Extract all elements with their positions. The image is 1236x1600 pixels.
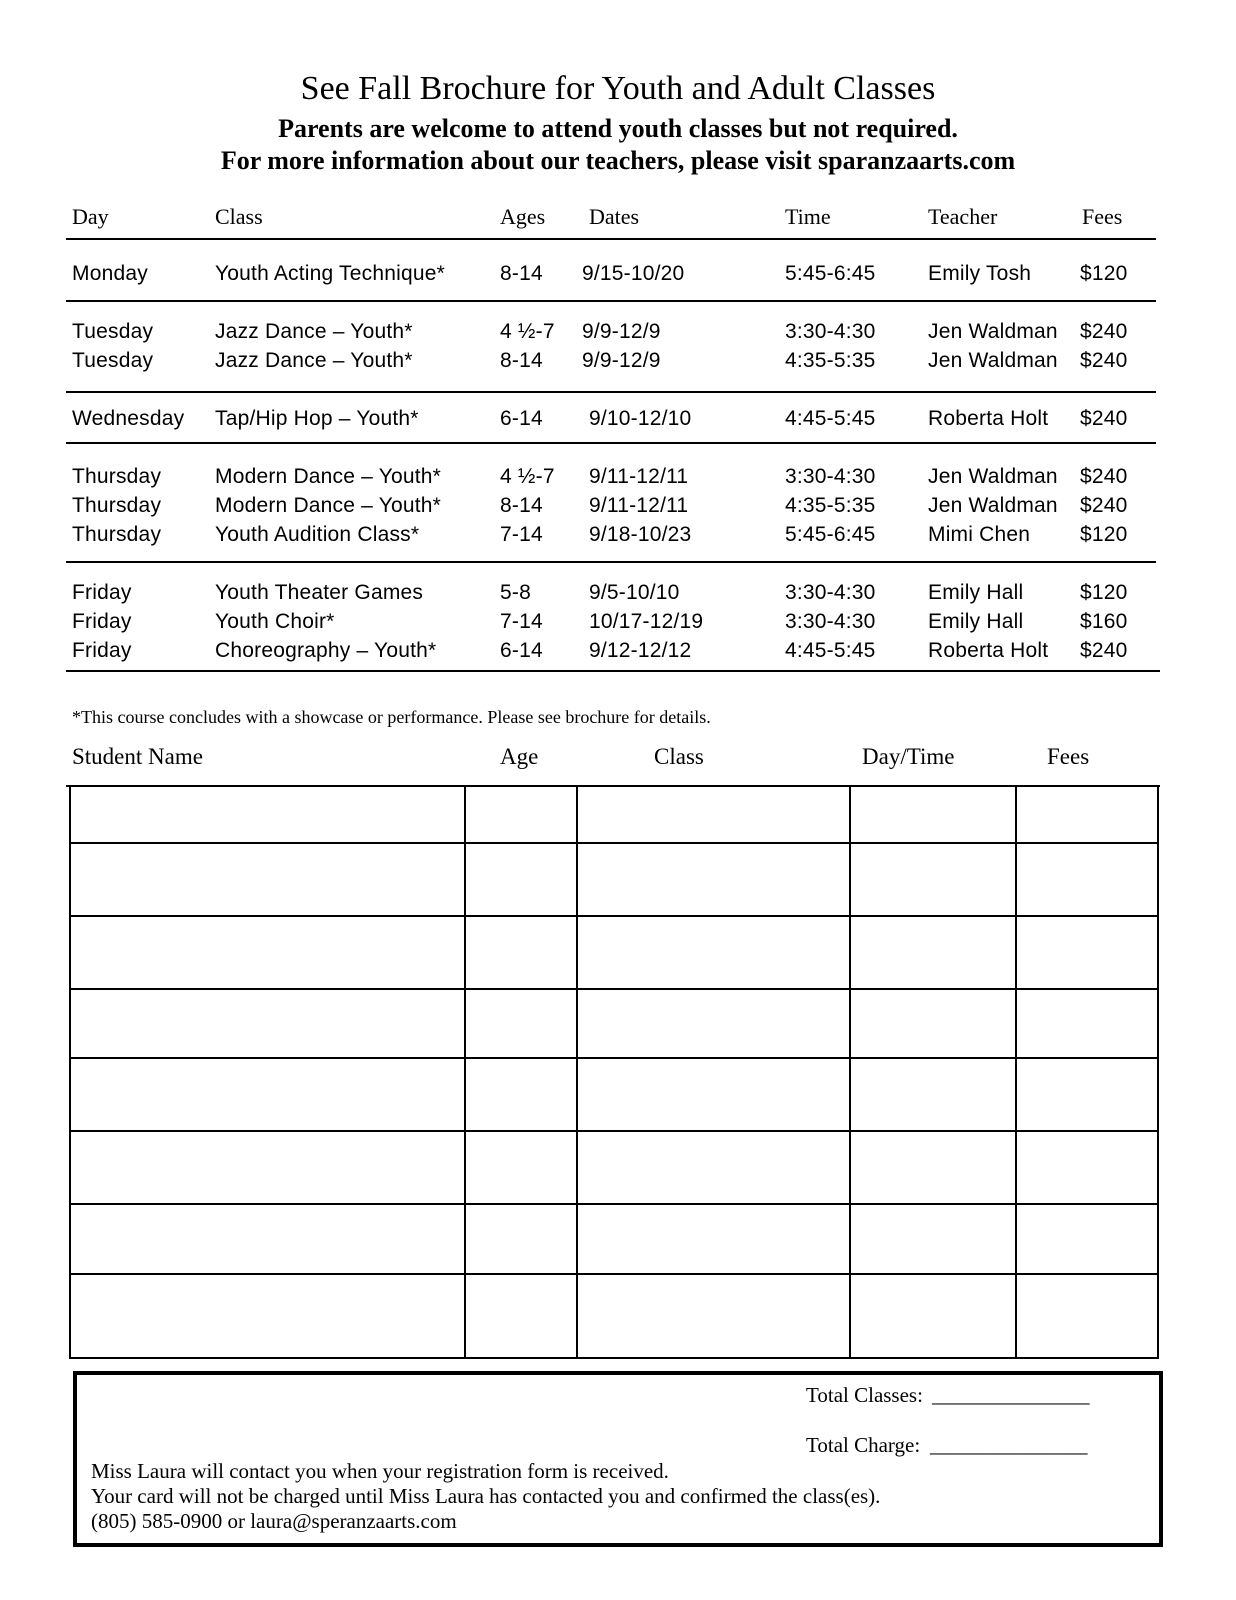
card-note: Your card will not be charged until Miss Laura has contacted you and confirmed the class(es). [91,1484,881,1508]
cell-day: Monday [72,262,148,285]
cell-ages: 8-14 [500,494,543,517]
cell-teacher: Mimi Chen [928,523,1031,546]
contact-info: (805) 585-0900 or laura@speranzaarts.com [91,1509,457,1533]
cell-dates: 9/12-12/12 [589,639,692,662]
cell-fee: $160 [1080,610,1128,633]
cell-fee: $240 [1080,407,1128,430]
cell-time: 3:30-4:30 [785,581,876,604]
col-dates: Dates [589,204,640,229]
cell-ages: 6-14 [500,639,543,662]
cell-teacher: Emily Hall [928,610,1024,633]
divider [66,670,1160,672]
cell-class: Modern Dance – Youth* [215,465,442,488]
cell-fee: $240 [1080,494,1128,517]
cell-class: Tap/Hip Hop – Youth* [215,407,419,430]
footnote: *This course concludes with a showcase or performance. Please see brochure for details. [72,707,711,727]
cell-ages: 5-8 [500,581,531,604]
cell-fee: $240 [1080,320,1128,343]
cell-time: 5:45-6:45 [785,262,876,285]
cell-teacher: Emily Tosh [928,262,1032,285]
grid-col-line [576,785,578,1357]
form-col-age: Age [500,744,539,769]
cell-time: 4:45-5:45 [785,639,876,662]
total-charge-label: Total Charge: [806,1433,921,1457]
col-day: Day [72,204,109,229]
cell-time: 4:35-5:35 [785,349,876,372]
grid-row-line [71,988,1157,990]
cell-time: 4:45-5:45 [785,407,876,430]
cell-class: Jazz Dance – Youth* [215,349,413,372]
cell-day: Thursday [72,465,162,488]
divider [66,300,1156,302]
cell-dates: 9/11-12/11 [589,494,689,517]
cell-teacher: Roberta Holt [928,407,1049,430]
cell-fee: $120 [1080,581,1128,604]
teachers-info: For more information about our teachers, please visit sparanzaarts.com [220,146,1016,175]
cell-ages: 4 ½-7 [500,465,555,488]
cell-teacher: Roberta Holt [928,639,1049,662]
form-col-class: Class [654,744,704,769]
cell-time: 4:35-5:35 [785,494,876,517]
page-title: See Fall Brochure for Youth and Adult Classes [300,70,936,107]
cell-ages: 7-14 [500,523,543,546]
cell-class: Youth Theater Games [215,581,424,604]
col-ages: Ages [500,204,546,229]
parents-note: Parents are welcome to attend youth classes but not required. [278,114,958,143]
grid-row-line [71,1130,1157,1132]
total-classes-label: Total Classes: [806,1383,923,1407]
col-class: Class [215,204,263,229]
cell-time: 3:30-4:30 [785,465,876,488]
cell-ages: 7-14 [500,610,543,633]
form-col-daytime: Day/Time [862,744,955,769]
cell-teacher: Jen Waldman [928,494,1058,517]
cell-time: 3:30-4:30 [785,610,876,633]
contact-note: Miss Laura will contact you when your registration form is received. [91,1459,669,1483]
col-teacher: Teacher [928,204,998,229]
cell-day: Thursday [72,523,162,546]
cell-class: Choreography – Youth* [215,639,437,662]
col-fees: Fees [1082,204,1123,229]
cell-dates: 9/15-10/20 [582,262,685,285]
form-col-fees: Fees [1047,744,1090,769]
grid-row-line [71,842,1157,844]
cell-fee: $120 [1080,262,1128,285]
cell-dates: 9/11-12/11 [589,465,689,488]
col-time: Time [785,204,831,229]
cell-dates: 9/5-10/10 [589,581,680,604]
cell-dates: 9/9-12/9 [582,320,661,343]
cell-teacher: Jen Waldman [928,465,1058,488]
grid-row-line [71,1273,1157,1275]
total-classes-blank[interactable]: _______________ [932,1383,1090,1407]
cell-dates: 9/10-12/10 [589,407,692,430]
cell-class: Youth Acting Technique* [215,262,445,285]
divider [66,238,1156,240]
cell-dates: 9/9-12/9 [582,349,661,372]
registration-grid [69,785,1159,1359]
cell-teacher: Emily Hall [928,581,1024,604]
cell-teacher: Jen Waldman [928,320,1058,343]
cell-class: Youth Choir* [215,610,335,633]
cell-fee: $120 [1080,523,1128,546]
cell-dates: 10/17-12/19 [589,610,704,633]
grid-row-line [71,1057,1157,1059]
cell-day: Friday [72,581,132,604]
cell-ages: 6-14 [500,407,543,430]
grid-col-line [464,785,466,1357]
cell-class: Modern Dance – Youth* [215,494,442,517]
cell-ages: 8-14 [500,262,543,285]
cell-day: Friday [72,610,132,633]
total-charge-blank[interactable]: _______________ [930,1433,1088,1457]
divider [66,442,1156,444]
cell-dates: 9/18-10/23 [589,523,692,546]
grid-col-line [1015,785,1017,1357]
cell-day: Wednesday [72,407,185,430]
cell-fee: $240 [1080,639,1128,662]
summary-box [73,1371,1163,1547]
cell-class: Jazz Dance – Youth* [215,320,413,343]
cell-time: 5:45-6:45 [785,523,876,546]
divider [66,561,1156,563]
cell-fee: $240 [1080,465,1128,488]
grid-col-line [849,785,851,1357]
cell-day: Thursday [72,494,162,517]
grid-row-line [71,915,1157,917]
grid-row-line [71,1203,1157,1205]
form-col-student-name: Student Name [72,744,203,769]
cell-ages: 8-14 [500,349,543,372]
cell-day: Tuesday [72,349,154,372]
cell-time: 3:30-4:30 [785,320,876,343]
cell-teacher: Jen Waldman [928,349,1058,372]
cell-day: Friday [72,639,132,662]
cell-ages: 4 ½-7 [500,320,555,343]
cell-class: Youth Audition Class* [215,523,420,546]
divider [66,391,1156,393]
cell-fee: $240 [1080,349,1128,372]
cell-day: Tuesday [72,320,154,343]
